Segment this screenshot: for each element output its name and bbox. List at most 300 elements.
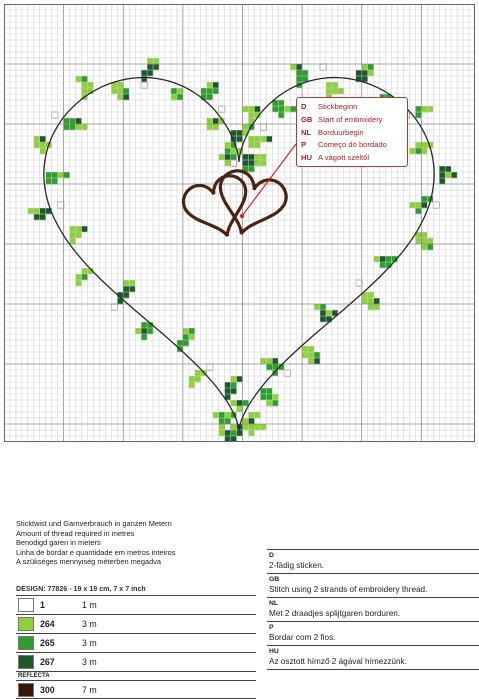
- callout-lang-code: HU: [301, 153, 312, 163]
- bud-stitch: [52, 112, 58, 118]
- leaf-stitch: [302, 70, 308, 76]
- leaf-stitch: [242, 418, 248, 424]
- thread-row: [16, 633, 256, 652]
- leaf-stitch: [308, 346, 314, 352]
- leaf-stitch: [421, 142, 427, 148]
- instruction-lang-code: P: [269, 624, 274, 631]
- leaf-stitch: [248, 136, 254, 142]
- callout-row: [301, 152, 403, 165]
- leaf-stitch: [242, 154, 248, 160]
- callout-lang-code: GB: [301, 114, 313, 124]
- leaf-stitch: [123, 286, 129, 292]
- leaf-stitch: [421, 148, 427, 154]
- leaf-stitch: [117, 82, 123, 88]
- leaf-stitch: [34, 208, 40, 214]
- leaf-stitch: [76, 232, 82, 238]
- leaf-stitch: [439, 166, 445, 172]
- bud-stitch: [225, 424, 231, 430]
- leaf-stitch: [415, 148, 421, 154]
- leaf-stitch: [302, 352, 308, 358]
- leaf-stitch: [254, 412, 260, 418]
- leaf-stitch: [64, 172, 70, 178]
- leaf-stitch: [338, 88, 344, 94]
- leaf-stitch: [207, 124, 213, 130]
- bud-stitch: [433, 202, 439, 208]
- instruction-lang-code: HU: [269, 648, 279, 655]
- leaf-stitch: [58, 172, 64, 178]
- leaf-stitch: [225, 148, 231, 154]
- leaf-stitch: [153, 64, 159, 70]
- callout-text: Start of embroidery: [318, 114, 383, 124]
- leaf-stitch: [248, 430, 254, 436]
- leaf-stitch: [272, 394, 278, 400]
- leaf-stitch: [213, 82, 219, 88]
- thread-code: 300: [40, 684, 55, 695]
- thread-row: [16, 595, 256, 614]
- thread-row: [16, 652, 256, 671]
- leaf-stitch: [290, 64, 296, 70]
- leaf-stitch: [46, 178, 52, 184]
- leaf-stitch: [40, 136, 46, 142]
- leaf-stitch: [195, 376, 201, 382]
- leaf-stitch: [242, 160, 248, 166]
- leaf-stitch: [242, 106, 248, 112]
- leaf-stitch: [177, 94, 183, 100]
- thread-code: 264: [40, 619, 55, 629]
- leaf-stitch: [183, 328, 189, 334]
- leaf-stitch: [368, 70, 374, 76]
- instruction-block: [267, 597, 479, 621]
- leaf-stitch: [46, 172, 52, 178]
- leaf-stitch: [76, 274, 82, 280]
- thread-title-line: Linha de bordar e quantidade em metros inteiros: [16, 547, 176, 557]
- leaf-stitch: [266, 136, 272, 142]
- instruction-lang-code: NL: [269, 600, 279, 607]
- leaf-stitch: [284, 106, 290, 112]
- leaf-stitch: [314, 352, 320, 358]
- leaf-stitch: [296, 64, 302, 70]
- leaf-stitch: [272, 106, 278, 112]
- leaf-stitch: [374, 298, 380, 304]
- callout-lang-code: NL: [301, 127, 312, 137]
- bud-stitch: [207, 364, 213, 370]
- leaf-stitch: [183, 334, 189, 340]
- leaf-stitch: [34, 214, 40, 220]
- leaf-stitch: [237, 136, 243, 142]
- leaf-stitch: [409, 148, 415, 154]
- leaf-stitch: [427, 244, 433, 250]
- leaf-stitch: [237, 430, 243, 436]
- thread-code: 267: [40, 657, 55, 667]
- leaf-stitch: [52, 172, 58, 178]
- leaf-stitch: [225, 388, 231, 394]
- leaf-stitch: [260, 394, 266, 400]
- leaf-stitch: [129, 286, 135, 292]
- leaf-stitch: [260, 160, 266, 166]
- thread-title: [16, 519, 175, 567]
- leaf-stitch: [320, 304, 326, 310]
- leaf-stitch: [213, 118, 219, 124]
- leaf-stitch: [314, 358, 320, 364]
- leaf-stitch: [254, 424, 260, 430]
- leaf-stitch: [266, 394, 272, 400]
- leaf-stitch: [40, 208, 46, 214]
- leaf-stitch: [320, 316, 326, 322]
- leaf-stitch: [248, 154, 254, 160]
- leaf-stitch: [219, 424, 225, 430]
- leaf-stitch: [82, 268, 88, 274]
- instruction-lang-code: GB: [269, 576, 280, 583]
- leaf-stitch: [219, 412, 225, 418]
- leaf-stitch: [427, 106, 433, 112]
- leaf-stitch: [52, 178, 58, 184]
- thread-code: 265: [40, 638, 55, 648]
- leaf-stitch: [141, 328, 147, 334]
- leaf-stitch: [231, 148, 237, 154]
- leaf-stitch: [368, 304, 374, 310]
- leaf-stitch: [266, 388, 272, 394]
- leaf-stitch: [129, 280, 135, 286]
- leaf-stitch: [332, 82, 338, 88]
- leaf-stitch: [439, 172, 445, 178]
- leaf-stitch: [70, 118, 76, 124]
- leaf-stitch: [70, 226, 76, 232]
- thread-title-line: Sticktwist und Garnverbrauch in ganzen Metern: [16, 519, 172, 528]
- stitch-instructions: [267, 549, 479, 670]
- embroidery-start-callout: [296, 97, 408, 167]
- leaf-stitch: [40, 148, 46, 154]
- leaf-stitch: [189, 334, 195, 340]
- leaf-stitch: [272, 358, 278, 364]
- leaf-stitch: [123, 280, 129, 286]
- leaf-stitch: [141, 322, 147, 328]
- leaf-stitch: [320, 310, 326, 316]
- leaf-stitch: [231, 154, 237, 160]
- leaf-stitch: [147, 70, 153, 76]
- leaf-stitch: [237, 400, 243, 406]
- leaf-stitch: [64, 124, 70, 130]
- leaf-stitch: [415, 238, 421, 244]
- leaf-stitch: [415, 112, 421, 118]
- leaf-stitch: [82, 82, 88, 88]
- leaf-stitch: [248, 412, 254, 418]
- leaf-stitch: [231, 430, 237, 436]
- leaf-stitch: [242, 400, 248, 406]
- leaf-stitch: [326, 88, 332, 94]
- thread-table: [16, 595, 256, 699]
- leaf-stitch: [231, 400, 237, 406]
- leaf-stitch: [231, 382, 237, 388]
- leaf-stitch: [207, 118, 213, 124]
- leaf-stitch: [213, 88, 219, 94]
- bud-stitch: [141, 82, 147, 88]
- leaf-stitch: [34, 136, 40, 142]
- leaf-stitch: [302, 346, 308, 352]
- leaf-stitch: [76, 124, 82, 130]
- leaf-stitch: [415, 202, 421, 208]
- color-swatch: [18, 655, 34, 669]
- bud-stitch: [260, 124, 266, 130]
- leaf-stitch: [225, 412, 231, 418]
- leaf-stitch: [248, 106, 254, 112]
- design-info: DESIGN: 77826 - 19 x 19 cm, 7 x 7 inch: [16, 585, 146, 593]
- leaf-stitch: [70, 124, 76, 130]
- leaf-stitch: [237, 406, 243, 412]
- leaf-stitch: [225, 382, 231, 388]
- leaf-stitch: [141, 334, 147, 340]
- thread-title-line: Benodigd garen in meters: [16, 538, 101, 548]
- instruction-block: [267, 573, 479, 597]
- leaf-stitch: [260, 358, 266, 364]
- leaf-stitch: [213, 124, 219, 130]
- leaf-stitch: [40, 214, 46, 220]
- leaf-stitch: [368, 298, 374, 304]
- thread-amount: 3 m: [82, 657, 97, 667]
- leaf-stitch: [225, 142, 231, 148]
- leaf-stitch: [421, 196, 427, 202]
- instruction-text: Bordar com 2 fios.: [269, 633, 336, 642]
- callout-row: [301, 139, 403, 152]
- leaf-stitch: [314, 304, 320, 310]
- leaf-stitch: [70, 232, 76, 238]
- leaf-stitch: [147, 328, 153, 334]
- leaf-stitch: [225, 418, 231, 424]
- leaf-stitch: [213, 412, 219, 418]
- leaf-stitch: [195, 370, 201, 376]
- leaf-stitch: [254, 136, 260, 142]
- leaf-stitch: [201, 88, 207, 94]
- leaf-stitch: [225, 160, 231, 166]
- reflecta-label: REFLECTA: [16, 671, 256, 680]
- leaf-stitch: [332, 88, 338, 94]
- leaf-stitch: [189, 382, 195, 388]
- leaf-stitch: [141, 70, 147, 76]
- color-swatch: [18, 598, 34, 612]
- instruction-text: Stitch using 2 strands of embroidery thread.: [269, 585, 428, 594]
- thread-legend: [12, 519, 479, 697]
- bud-stitch: [219, 106, 225, 112]
- leaf-stitch: [231, 388, 237, 394]
- leaf-stitch: [82, 124, 88, 130]
- leaf-stitch: [237, 376, 243, 382]
- leaf-stitch: [123, 88, 129, 94]
- cross-stitch-chart: [4, 4, 475, 442]
- leaf-stitch: [248, 166, 254, 172]
- leaf-stitch: [177, 88, 183, 94]
- bud-stitch: [356, 280, 362, 286]
- callout-text: A vágott széltől: [318, 153, 370, 163]
- leaf-stitch: [254, 106, 260, 112]
- leaf-stitch: [123, 292, 129, 298]
- callout-row: [301, 127, 403, 140]
- leaf-stitch: [254, 142, 260, 148]
- leaf-stitch: [308, 358, 314, 364]
- bud-stitch: [284, 370, 290, 376]
- leaf-stitch: [207, 94, 213, 100]
- thread-title-line: A szükséges mennyiség méterben megadva: [16, 557, 162, 567]
- thread-title-line: Amount of thread required in metres: [16, 528, 135, 538]
- leaf-stitch: [76, 226, 82, 232]
- leaf-stitch: [362, 70, 368, 76]
- leaf-stitch: [82, 88, 88, 94]
- leaf-stitch: [219, 154, 225, 160]
- bud-stitch: [58, 202, 64, 208]
- instruction-block: [267, 645, 479, 669]
- leaf-stitch: [308, 352, 314, 358]
- leaf-stitch: [117, 88, 123, 94]
- leaf-stitch: [374, 304, 380, 310]
- leaf-stitch: [147, 58, 153, 64]
- leaf-stitch: [421, 238, 427, 244]
- leaf-stitch: [254, 154, 260, 160]
- leaf-stitch: [415, 208, 421, 214]
- leaf-stitch: [266, 400, 272, 406]
- bud-stitch: [320, 64, 326, 70]
- leaf-stitch: [219, 430, 225, 436]
- leaf-stitch: [82, 274, 88, 280]
- thread-row: [16, 614, 256, 633]
- leaf-stitch: [296, 70, 302, 76]
- leaf-stitch: [231, 424, 237, 430]
- instruction-end-rule: [267, 669, 479, 670]
- leaf-stitch: [242, 424, 248, 430]
- leaf-stitch: [225, 154, 231, 160]
- color-swatch: [18, 617, 34, 631]
- leaf-stitch: [237, 130, 243, 136]
- instruction-lang-code: D: [269, 552, 274, 559]
- bud-stitch: [111, 304, 117, 310]
- leaf-stitch: [362, 298, 368, 304]
- instruction-text: Met 2 draadjes splijtgaren borduren.: [269, 609, 401, 618]
- leaf-stitch: [260, 424, 266, 430]
- leaf-stitch: [171, 94, 177, 100]
- leaf-stitch: [225, 430, 231, 436]
- callout-text: Borduurbegin: [318, 127, 364, 137]
- instruction-text: 2-fädig sticken.: [269, 561, 325, 570]
- color-swatch: [18, 636, 34, 650]
- leaf-stitch: [64, 118, 70, 124]
- leaf-stitch: [421, 202, 427, 208]
- leaf-stitch: [415, 142, 421, 148]
- leaf-stitch: [207, 88, 213, 94]
- leaf-stitch: [135, 328, 141, 334]
- thread-amount: 3 m: [82, 638, 97, 648]
- leaf-stitch: [248, 160, 254, 166]
- leaf-stitch: [380, 256, 386, 262]
- thread-row: [16, 680, 256, 699]
- leaf-stitch: [326, 310, 332, 316]
- leaf-stitch: [356, 70, 362, 76]
- leaf-stitch: [248, 142, 254, 148]
- leaf-stitch: [34, 142, 40, 148]
- leaf-stitch: [266, 364, 272, 370]
- leaf-stitch: [415, 106, 421, 112]
- leaf-stitch: [368, 64, 374, 70]
- leaf-stitch: [123, 94, 129, 100]
- leaf-stitch: [427, 238, 433, 244]
- callout-row: [301, 114, 403, 127]
- thread-amount: 1 m: [82, 600, 97, 610]
- leaf-stitch: [153, 58, 159, 64]
- leaf-stitch: [82, 76, 88, 82]
- leaf-stitch: [260, 136, 266, 142]
- thread-code: 1: [40, 600, 45, 610]
- instruction-block: [267, 549, 479, 573]
- leaf-stitch: [87, 82, 93, 88]
- leaf-stitch: [207, 82, 213, 88]
- leaf-stitch: [362, 64, 368, 70]
- leaf-stitch: [368, 292, 374, 298]
- leaf-stitch: [171, 88, 177, 94]
- leaf-stitch: [439, 178, 445, 184]
- leaf-stitch: [189, 328, 195, 334]
- leaf-stitch: [189, 376, 195, 382]
- chart-grid: [4, 4, 475, 442]
- leaf-stitch: [28, 208, 34, 214]
- leaf-stitch: [147, 64, 153, 70]
- leaf-stitch: [386, 256, 392, 262]
- leaf-stitch: [76, 280, 82, 286]
- callout-lang-code: D: [301, 102, 307, 111]
- leaf-stitch: [70, 238, 76, 244]
- callout-text: Começo do bordado: [318, 140, 387, 150]
- leaf-stitch: [111, 88, 117, 94]
- instruction-block: [267, 621, 479, 645]
- leaf-stitch: [260, 154, 266, 160]
- thread-amount: 7 m: [82, 684, 97, 695]
- leaf-stitch: [278, 106, 284, 112]
- leaf-stitch: [183, 340, 189, 346]
- leaf-stitch: [177, 340, 183, 346]
- leaf-stitch: [254, 160, 260, 166]
- leaf-stitch: [409, 202, 415, 208]
- callout-lang-code: P: [301, 140, 307, 150]
- leaf-stitch: [278, 100, 284, 106]
- leaf-stitch: [326, 82, 332, 88]
- leaf-stitch: [242, 124, 248, 130]
- leaf-stitch: [445, 166, 451, 172]
- leaf-stitch: [219, 418, 225, 424]
- leaf-stitch: [296, 76, 302, 82]
- callout-row: [301, 101, 403, 114]
- instruction-text: Az osztott hímző 2 ágával hímezzünk.: [269, 657, 407, 666]
- leaf-stitch: [445, 172, 451, 178]
- leaf-stitch: [248, 424, 254, 430]
- leaf-stitch: [421, 106, 427, 112]
- leaf-stitch: [82, 226, 88, 232]
- thread-amount: 3 m: [82, 619, 97, 629]
- color-swatch: [18, 683, 34, 697]
- leaf-stitch: [374, 256, 380, 262]
- leaf-stitch: [248, 112, 254, 118]
- leaf-stitch: [117, 94, 123, 100]
- leaf-stitch: [451, 172, 457, 178]
- bud-stitch: [231, 160, 237, 166]
- leaf-stitch: [248, 418, 254, 424]
- leaf-stitch: [272, 400, 278, 406]
- callout-text: Stickbeginn: [318, 102, 358, 111]
- leaf-stitch: [278, 112, 284, 118]
- leaf-stitch: [380, 262, 386, 268]
- leaf-stitch: [40, 142, 46, 148]
- leaf-stitch: [76, 118, 82, 124]
- leaf-stitch: [266, 358, 272, 364]
- start-marker-dot: [240, 214, 244, 218]
- leaf-stitch: [421, 244, 427, 250]
- leaf-stitch: [76, 76, 82, 82]
- leaf-stitch: [231, 376, 237, 382]
- leaf-stitch: [421, 232, 427, 238]
